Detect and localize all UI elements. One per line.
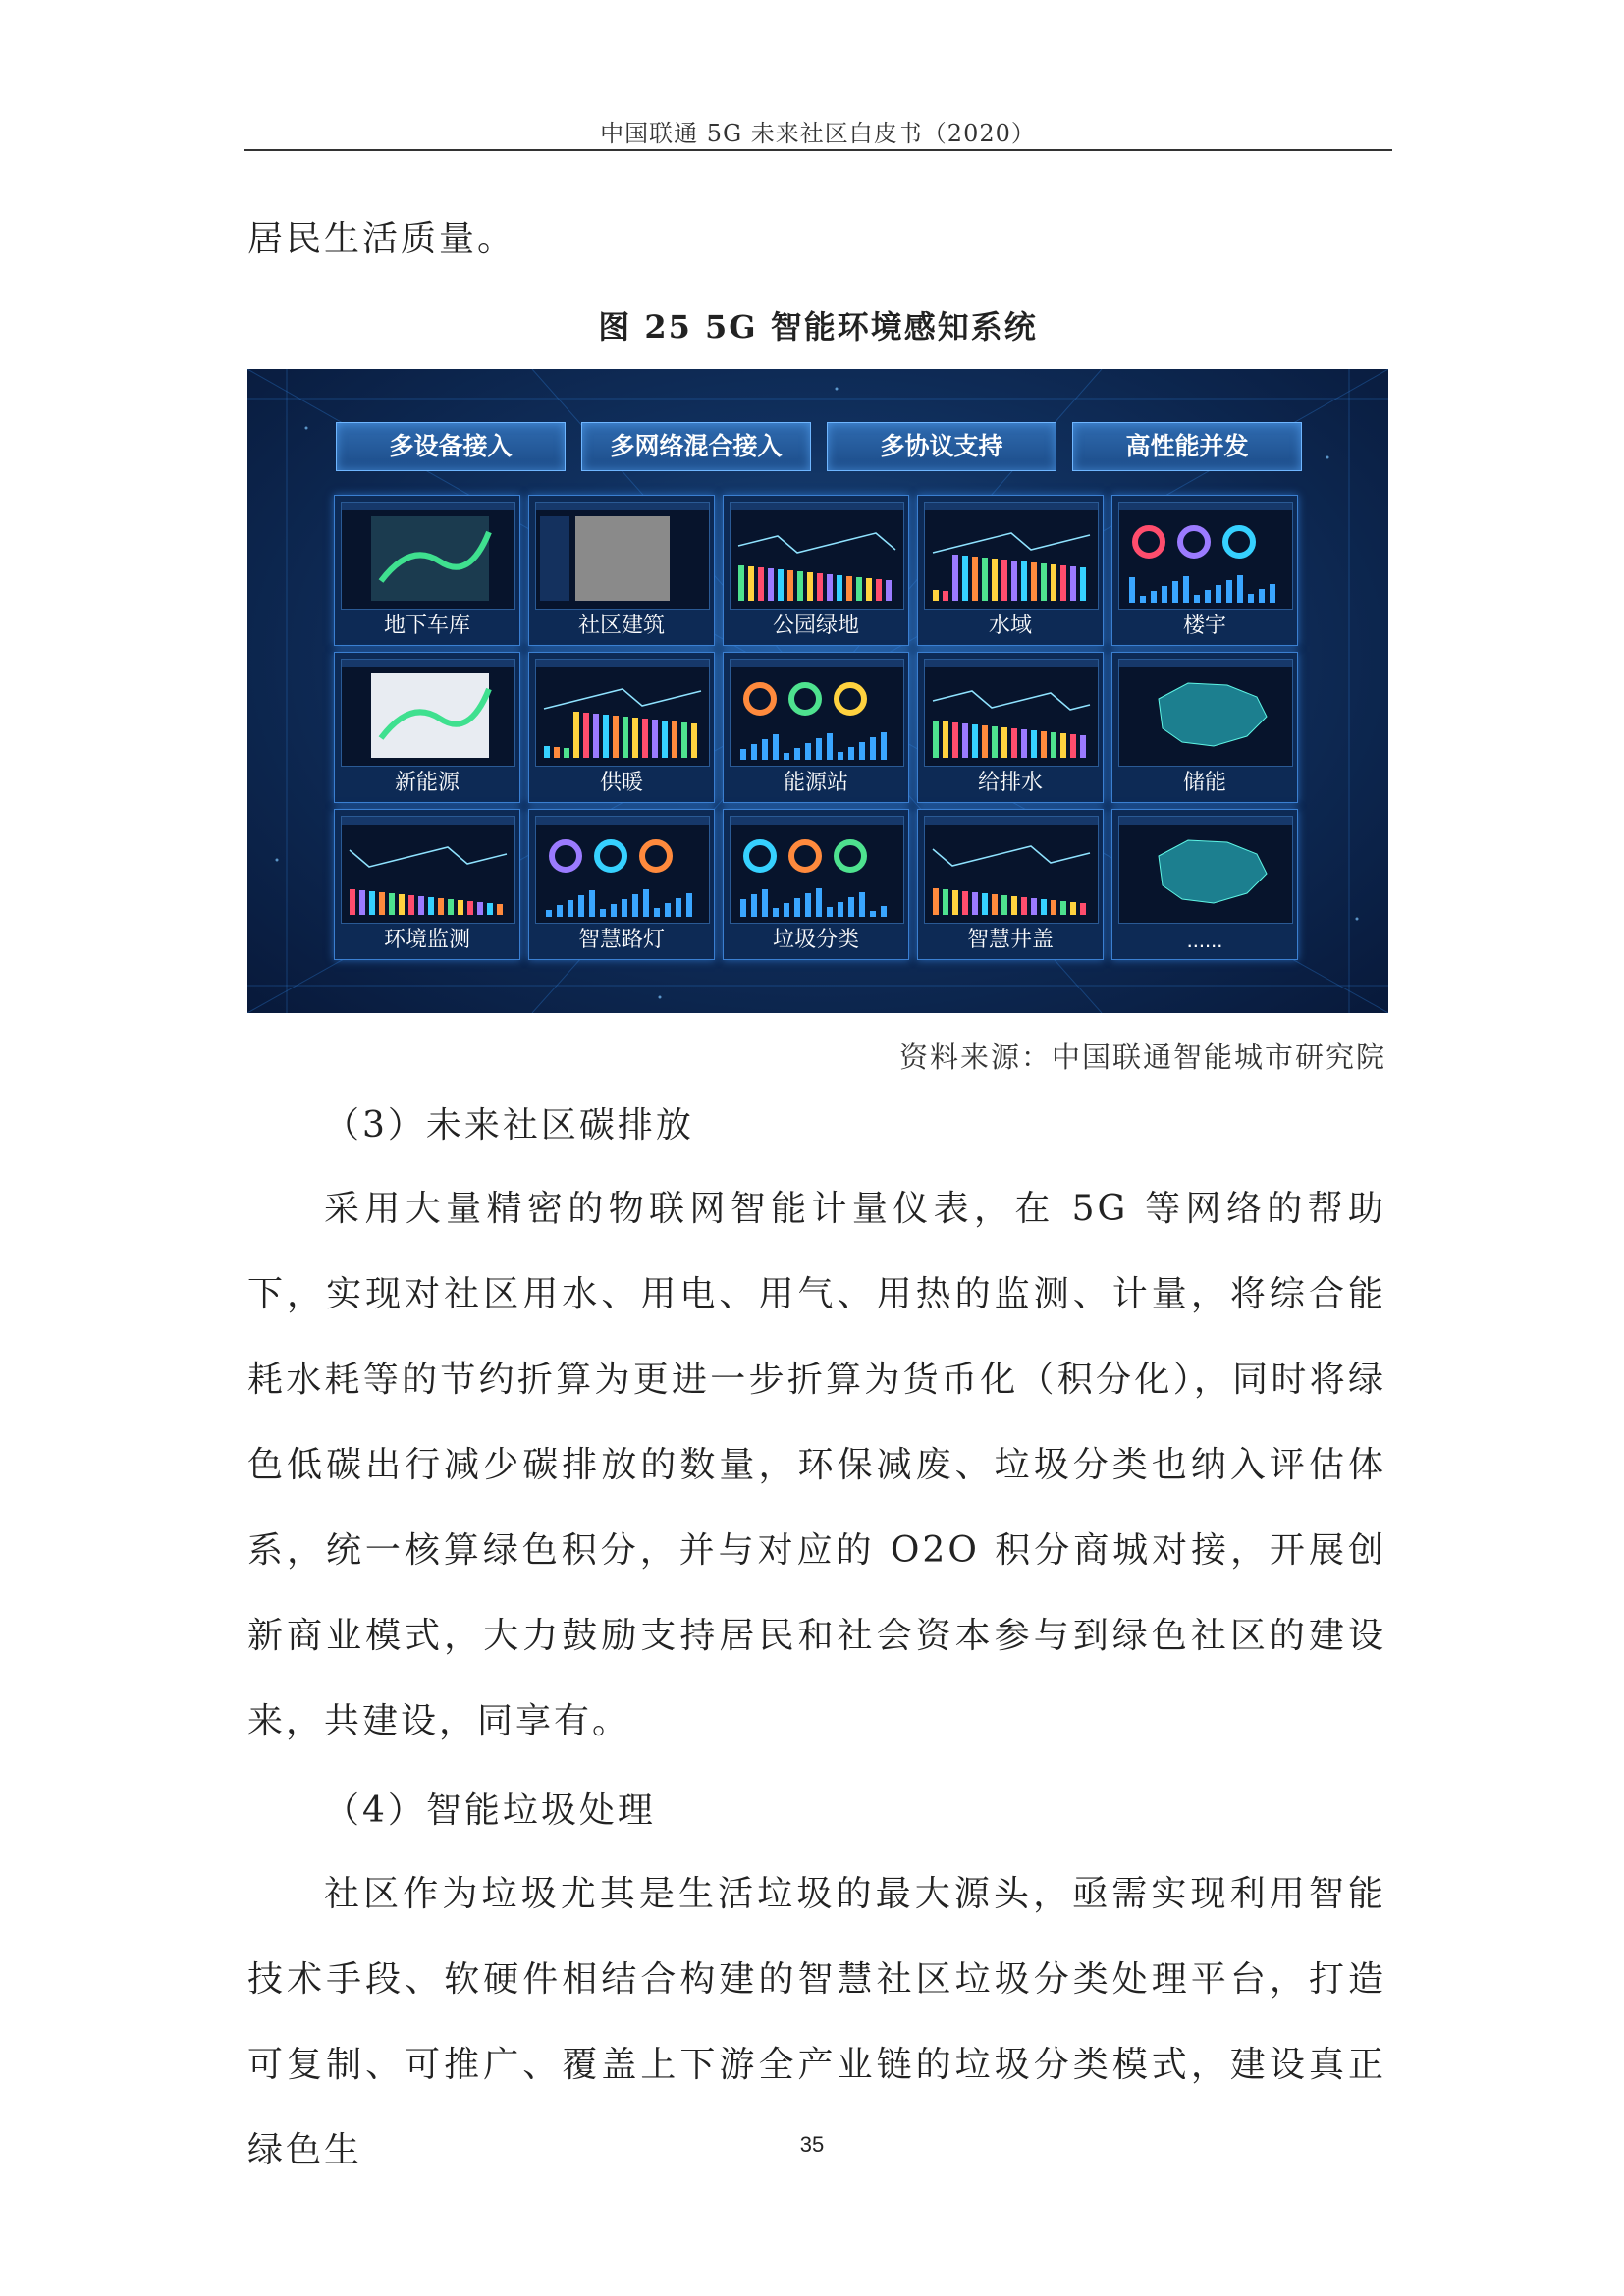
- bar-dashboard-icon: [535, 659, 710, 767]
- figure-caption: 图 25 5G 智能环境感知系统: [598, 308, 1038, 346]
- dashboard-card: [334, 809, 520, 960]
- figure-source: 资料来源：中国联通智能城市研究院: [898, 1041, 1386, 1074]
- dashboard-card: [528, 809, 715, 960]
- dashboard-card-label: 智慧路灯: [577, 927, 665, 951]
- dashboard-card-label: 社区建筑: [577, 613, 665, 637]
- dashboard-card: [1111, 652, 1298, 803]
- dashboard-card: [723, 809, 909, 960]
- dashboard-card: [528, 495, 715, 646]
- dashboard-card-label: 环境监测: [383, 927, 470, 951]
- dashboard-card: [723, 652, 909, 803]
- intro-paragraph: 居民生活质量。: [247, 219, 516, 259]
- tab-multi-device: 多设备接入: [336, 422, 566, 471]
- header-rule: [244, 149, 1392, 151]
- china-map-dashboard-icon: [1118, 659, 1293, 767]
- dashboard-card: [1111, 809, 1298, 960]
- dashboard-card-label: 楼宇: [1182, 613, 1226, 637]
- ring-dashboard-icon: [730, 659, 904, 767]
- china-map-dashboard-icon: [1118, 816, 1293, 924]
- running-header: 中国联通 5G 未来社区白皮书（2020）: [600, 120, 1036, 147]
- dashboard-card: [1111, 495, 1298, 646]
- ring-dashboard-icon: [1118, 502, 1293, 610]
- dashboard-card-label: ......: [1186, 928, 1223, 952]
- bar-dashboard-icon: [924, 659, 1099, 767]
- map-dashboard-icon: [341, 659, 515, 767]
- dashboard-card: [334, 652, 520, 803]
- dashboard-card-label: 能源站: [783, 770, 848, 794]
- dashboard-card: [917, 495, 1104, 646]
- feature-tabs: [336, 422, 1308, 471]
- dashboard-card-label: 储能: [1182, 770, 1226, 794]
- tab-multi-protocol: 多协议支持: [827, 422, 1056, 471]
- ring-dashboard-icon: [535, 816, 710, 924]
- tab-multi-network: 多网络混合接入: [581, 422, 811, 471]
- dashboard-card-label: 新能源: [394, 770, 460, 794]
- ring-dashboard-icon: [730, 816, 904, 924]
- map-dashboard-icon: [341, 502, 515, 610]
- chart-dashboard-icon: [730, 502, 904, 610]
- dashboard-card-label: 给排水: [977, 770, 1043, 794]
- dashboard-card: [723, 495, 909, 646]
- section-3-heading: （3）未来社区碳排放: [324, 1105, 694, 1146]
- dashboard-card-label: 智慧井盖: [966, 927, 1054, 951]
- dashboard-card-label: 公园绿地: [772, 613, 859, 637]
- section-3-body: 采用大量精密的物联网智能计量仪表，在 5G 等网络的帮助下，实现对社区用水、用电、用气、用热的监测、计量，将综合能耗水耗等的节约折算为更进一步折算为货币化（积分化），同时将绿色低碳出行减少碳排放的数量，环保减废、垃圾分类也纳入评估体系，统一核算绿色积分，并与对应的 O2O 积分商城对接，开展创新商业模式，大力鼓励支持居民和社会资本参与到绿色社区的建设来，共建设，同享有。: [247, 1189, 1386, 1741]
- section-4-body: 社区作为垃圾尤其是生活垃圾的最大源头，亟需实现利用智能技术手段、软硬件相结合构建的智慧社区垃圾分类处理平台，打造可复制、可推广、覆盖上下游全产业链的垃圾分类模式，建设真正绿色生: [247, 1874, 1386, 2170]
- dashboard-card-label: 垃圾分类: [772, 927, 859, 951]
- dashboard-card-label: 供暖: [599, 770, 643, 794]
- bar-dashboard-icon: [924, 816, 1099, 924]
- section-4-heading: （4）智能垃圾处理: [324, 1790, 656, 1831]
- dashboard-grid: [334, 495, 1316, 986]
- dashboard-card-label: 地下车库: [383, 613, 470, 637]
- figure-image: [247, 369, 1388, 1013]
- building-dashboard-icon: [535, 502, 710, 610]
- dashboard-card: [917, 809, 1104, 960]
- dashboard-card-label: 水域: [988, 613, 1032, 637]
- bar-dashboard-icon: [341, 816, 515, 924]
- tab-high-concurrency: 高性能并发: [1072, 422, 1302, 471]
- dashboard-card: [334, 495, 520, 646]
- gauge-dashboard-icon: [924, 502, 1099, 610]
- dashboard-card: [528, 652, 715, 803]
- page-number: 35: [799, 2132, 825, 2157]
- dashboard-card: [917, 652, 1104, 803]
